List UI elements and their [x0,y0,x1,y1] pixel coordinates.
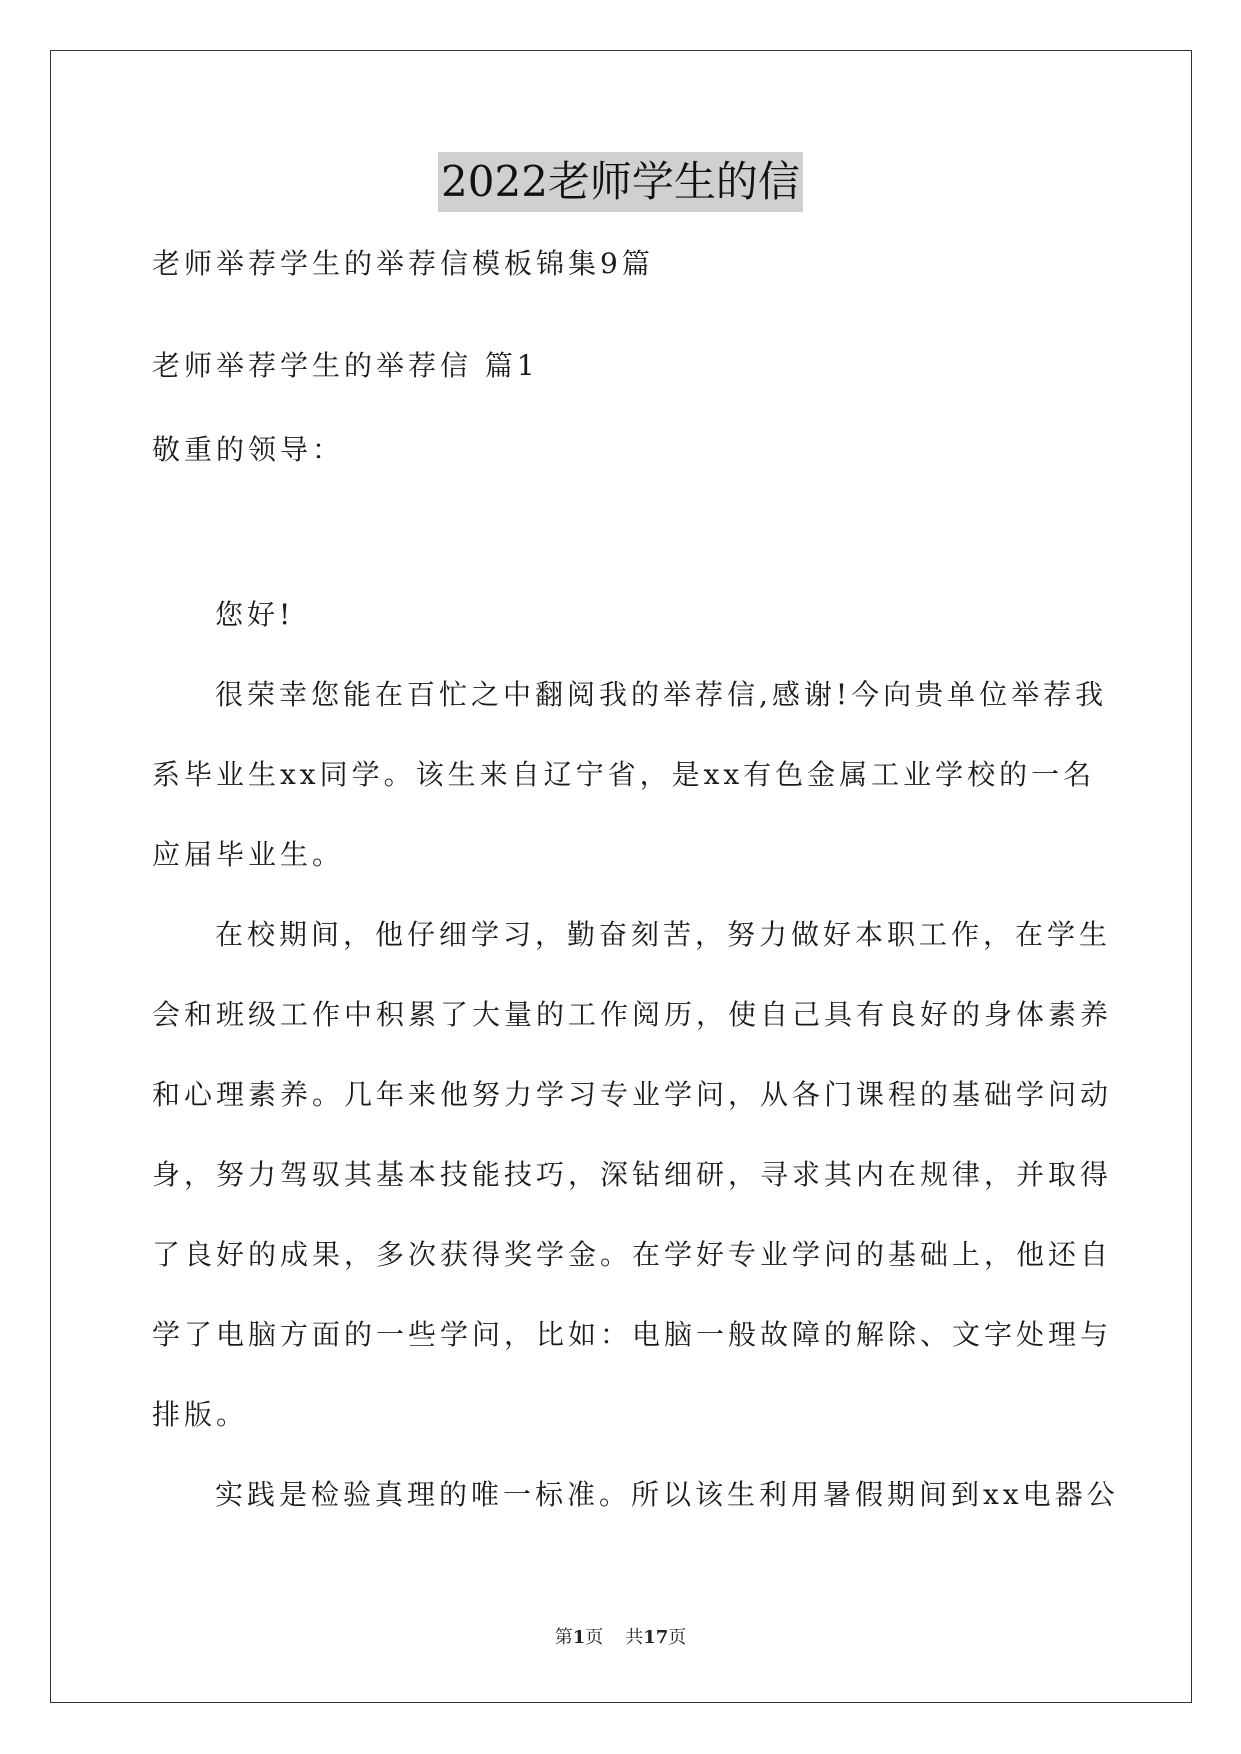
footer-total-suffix: 页 [668,1627,687,1648]
document-title: 2022老师学生的信 [438,152,803,212]
footer-total-prefix: 共 [625,1627,644,1648]
footer-page-number: 1 [572,1627,586,1648]
title-container [0,152,1241,212]
footer-page-suffix: 页 [585,1627,604,1648]
section-heading: 老师举荐学生的举荐信 篇1 [152,349,539,382]
greeting: 您好! [215,598,295,631]
body-line: 系毕业生xx同学。该生来自辽宁省，是xx有色金属工业学校的一名 [152,758,1096,791]
body-line: 身，努力驾驭其基本技能技巧，深钻细研，寻求其内在规律，并取得 [152,1158,1113,1191]
body-line: 和心理素养。几年来他努力学习专业学问，从各门课程的基础学问动 [152,1078,1113,1111]
salutation: 敬重的领导： [152,433,345,466]
document-subtitle: 老师举荐学生的举荐信模板锦集9篇 [152,247,654,280]
body-line: 学了电脑方面的一些学问，比如：电脑一般故障的解除、文字处理与 [152,1318,1113,1351]
body-line: 了良好的成果，多次获得奖学金。在学好专业学问的基础上，他还自 [152,1238,1113,1271]
page-border [50,50,1192,1703]
footer-total-pages: 17 [643,1627,669,1648]
body-line: 应届毕业生。 [152,838,345,871]
body-line: 排版。 [152,1398,249,1431]
body-line: 在校期间，他仔细学习，勤奋刻苦，努力做好本职工作，在学生 [215,918,1112,951]
footer-page-prefix: 第 [554,1627,573,1648]
body-line: 实践是检验真理的唯一标准。所以该生利用暑假期间到xx电器公 [215,1478,1119,1511]
page-footer [0,1625,1241,1651]
body-line: 会和班级工作中积累了大量的工作阅历，使自己具有良好的身体素养 [152,998,1113,1031]
body-line: 很荣幸您能在百忙之中翻阅我的举荐信,感谢!今向贵单位举荐我 [215,678,1108,711]
